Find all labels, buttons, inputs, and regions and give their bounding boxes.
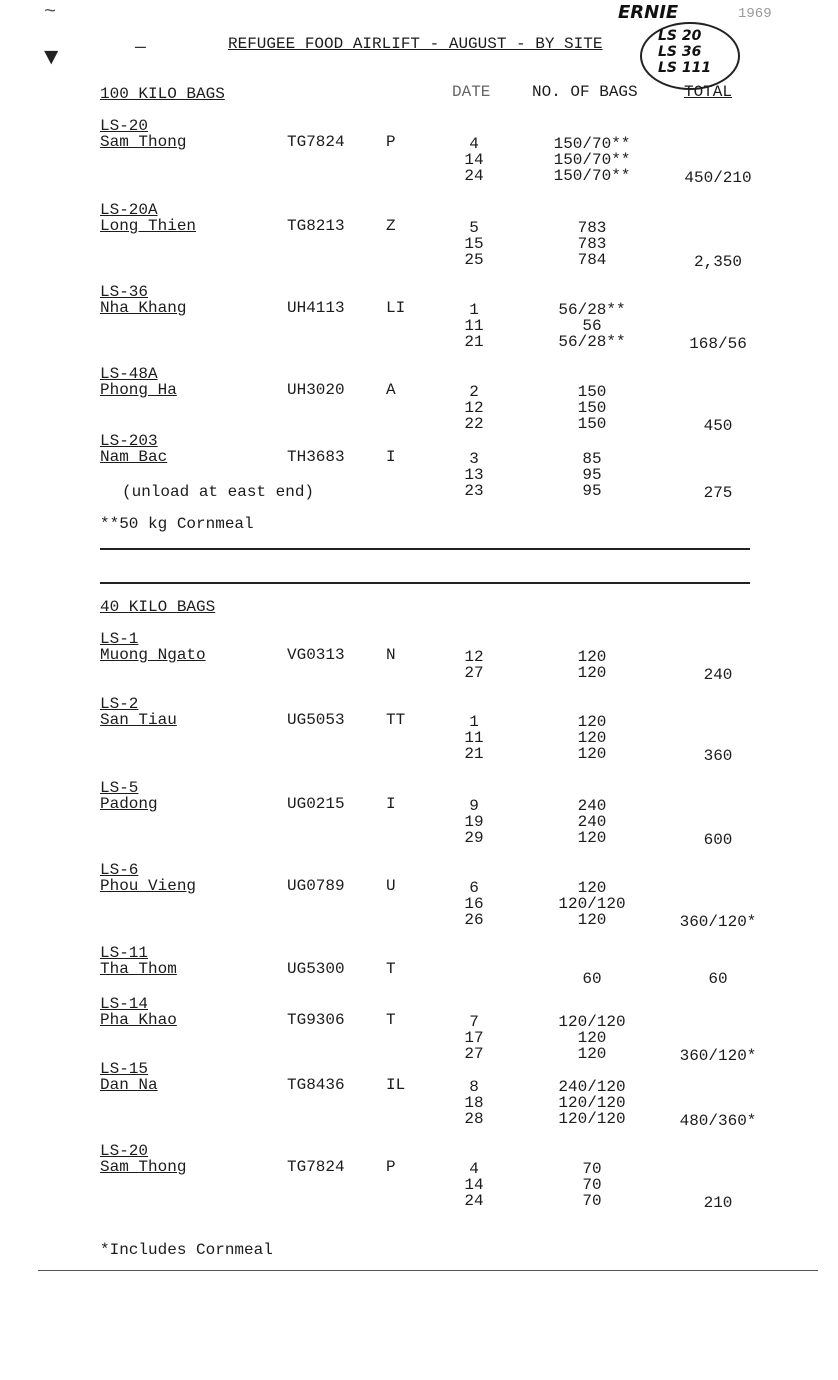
- bag-count: 56/28**: [558, 333, 626, 351]
- delivery-date: 23: [464, 482, 484, 500]
- delivery-date: 19: [464, 813, 484, 831]
- scan-dash-mark: —: [135, 38, 146, 58]
- site-name: San Tiau: [100, 711, 177, 729]
- delivery-date: 27: [464, 664, 484, 682]
- site-total: 450: [703, 417, 733, 435]
- section100-heading: 100 KILO BAGS: [100, 85, 225, 103]
- grid-ref: UG0789: [287, 877, 345, 895]
- delivery-date: 18: [464, 1094, 484, 1112]
- site-name: Nam Bac: [100, 448, 168, 466]
- delivery-date: 11: [464, 729, 484, 747]
- bag-count: 120: [577, 829, 607, 847]
- site-total: 240: [703, 666, 733, 684]
- grid-ref: UG5053: [287, 711, 345, 729]
- delivery-date: 1: [469, 301, 479, 319]
- grid-ref: TG7824: [287, 133, 345, 151]
- bag-count: 70: [582, 1192, 602, 1210]
- site-code: LS-20: [100, 117, 149, 135]
- site-total: 360/120*: [679, 1047, 757, 1065]
- delivery-date: 2: [469, 383, 479, 401]
- site-letter: T: [386, 1011, 396, 1029]
- delivery-date: 3: [469, 450, 479, 468]
- site-total: 275: [703, 484, 733, 502]
- site-name: Long Thien: [100, 217, 197, 235]
- bag-count: 56: [582, 317, 602, 335]
- site-name: Sam Thong: [100, 133, 187, 151]
- bag-count: 240: [577, 797, 607, 815]
- bag-count: 120: [577, 729, 607, 747]
- delivery-date: 26: [464, 911, 484, 929]
- grid-ref: UH3020: [287, 381, 345, 399]
- handwritten-site: LS 111: [658, 60, 712, 76]
- bag-count: 70: [582, 1176, 602, 1194]
- site-total: 480/360*: [679, 1112, 757, 1130]
- site-letter: P: [386, 1158, 396, 1176]
- delivery-date: 8: [469, 1078, 479, 1096]
- site-name: Nha Khang: [100, 299, 187, 317]
- handwritten-site: LS 36: [658, 44, 702, 60]
- handwritten-sites: [640, 22, 740, 90]
- handwritten-year: 1969: [738, 6, 772, 22]
- bag-count: 150: [577, 383, 607, 401]
- delivery-date: 16: [464, 895, 484, 913]
- delivery-date: 17: [464, 1029, 484, 1047]
- scan-mark-top-left: ~: [44, 1, 57, 24]
- page-bottom-rule: [38, 1270, 818, 1271]
- delivery-date: 24: [464, 167, 484, 185]
- site-total: 2,350: [693, 253, 742, 271]
- section40-heading: 40 KILO BAGS: [100, 598, 216, 616]
- bag-count: 784: [577, 251, 607, 269]
- bag-count: 150: [577, 415, 607, 433]
- delivery-date: 1: [469, 713, 479, 731]
- site-letter: U: [386, 877, 396, 895]
- site-code: LS-14: [100, 995, 149, 1013]
- site-name: Phou Vieng: [100, 877, 197, 895]
- site-name: Pha Khao: [100, 1011, 177, 1029]
- handwritten-name: ERNIE: [618, 2, 679, 23]
- site-name: Tha Thom: [100, 960, 177, 978]
- site-letter: Z: [386, 217, 396, 235]
- handwritten-site: LS 20: [658, 28, 702, 44]
- site-letter: T: [386, 960, 396, 978]
- site-letter: I: [386, 448, 396, 466]
- site-letter: TT: [386, 711, 406, 729]
- bag-count: 120/120: [558, 1110, 626, 1128]
- bag-count: 95: [582, 466, 602, 484]
- divider-bottom: [100, 582, 750, 584]
- bag-count: 120: [577, 648, 607, 666]
- bag-count: 150/70**: [553, 151, 631, 169]
- delivery-date: 13: [464, 466, 484, 484]
- site-total: 168/56: [689, 335, 747, 353]
- delivery-date: 27: [464, 1045, 484, 1063]
- bag-count: 60: [582, 970, 602, 988]
- bag-count: 150/70**: [553, 135, 631, 153]
- bag-count: 70: [582, 1160, 602, 1178]
- bag-count: 120/120: [558, 895, 626, 913]
- delivery-date: 12: [464, 648, 484, 666]
- bag-count: 120: [577, 1029, 607, 1047]
- site-code: LS-11: [100, 944, 149, 962]
- bag-count: 240: [577, 813, 607, 831]
- site-name: Muong Ngato: [100, 646, 206, 664]
- site-total: 60: [708, 970, 728, 988]
- site-code: LS-6: [100, 861, 139, 879]
- site-letter: A: [386, 381, 396, 399]
- site-letter: P: [386, 133, 396, 151]
- bag-count: 120/120: [558, 1094, 626, 1112]
- grid-ref: VG0313: [287, 646, 345, 664]
- site-code: LS-203: [100, 432, 158, 450]
- site-code: LS-36: [100, 283, 149, 301]
- site-letter: IL: [386, 1076, 406, 1094]
- bag-count: 95: [582, 482, 602, 500]
- site-letter: LI: [386, 299, 406, 317]
- site-name: Dan Na: [100, 1076, 158, 1094]
- bag-count: 783: [577, 235, 607, 253]
- delivery-date: 21: [464, 745, 484, 763]
- site-code: LS-48A: [100, 365, 158, 383]
- bag-count: 120: [577, 1045, 607, 1063]
- bag-count: 240/120: [558, 1078, 626, 1096]
- delivery-date: 5: [469, 219, 479, 237]
- site-total: 210: [703, 1194, 733, 1212]
- site-total: 360: [703, 747, 733, 765]
- grid-ref: UG0215: [287, 795, 345, 813]
- scan-mark-hole: ▼: [44, 45, 59, 72]
- delivery-date: 22: [464, 415, 484, 433]
- bag-count: 783: [577, 219, 607, 237]
- delivery-date: 21: [464, 333, 484, 351]
- site-code: LS-20A: [100, 201, 158, 219]
- delivery-date: 24: [464, 1192, 484, 1210]
- site-letter: N: [386, 646, 396, 664]
- site-code: LS-15: [100, 1060, 149, 1078]
- grid-ref: TG8436: [287, 1076, 345, 1094]
- bag-count: 85: [582, 450, 602, 468]
- site-note: (unload at east end): [122, 483, 315, 501]
- delivery-date: 12: [464, 399, 484, 417]
- site-code: LS-5: [100, 779, 139, 797]
- grid-ref: TG7824: [287, 1158, 345, 1176]
- grid-ref: TH3683: [287, 448, 345, 466]
- bag-count: 150: [577, 399, 607, 417]
- col-bags-header: NO. OF BAGS: [532, 83, 638, 101]
- delivery-date: 9: [469, 797, 479, 815]
- delivery-date: 28: [464, 1110, 484, 1128]
- site-total: 360/120*: [679, 913, 757, 931]
- bag-count: 150/70**: [553, 167, 631, 185]
- col-date-header: DATE: [452, 83, 491, 101]
- delivery-date: 11: [464, 317, 484, 335]
- site-name: Sam Thong: [100, 1158, 187, 1176]
- document-title: REFUGEE FOOD AIRLIFT - AUGUST - BY SITE: [228, 35, 603, 53]
- delivery-date: 14: [464, 1176, 484, 1194]
- bag-count: 120: [577, 911, 607, 929]
- section40-footnote: *Includes Cornmeal: [100, 1241, 273, 1259]
- delivery-date: 7: [469, 1013, 479, 1031]
- delivery-date: 15: [464, 235, 484, 253]
- bag-count: 120: [577, 745, 607, 763]
- grid-ref: TG9306: [287, 1011, 345, 1029]
- delivery-date: 29: [464, 829, 484, 847]
- site-total: 450/210: [684, 169, 752, 187]
- delivery-date: 14: [464, 151, 484, 169]
- delivery-date: 4: [469, 1160, 479, 1178]
- bag-count: 120/120: [558, 1013, 626, 1031]
- site-name: Phong Ha: [100, 381, 177, 399]
- delivery-date: 4: [469, 135, 479, 153]
- col-total-header: TOTAL: [684, 83, 733, 101]
- grid-ref: UH4113: [287, 299, 345, 317]
- bag-count: 56/28**: [558, 301, 626, 319]
- grid-ref: TG8213: [287, 217, 345, 235]
- section100-footnote: **50 kg Cornmeal: [100, 515, 254, 533]
- site-letter: I: [386, 795, 396, 813]
- site-code: LS-20: [100, 1142, 149, 1160]
- grid-ref: UG5300: [287, 960, 345, 978]
- site-name: Padong: [100, 795, 158, 813]
- delivery-date: 25: [464, 251, 484, 269]
- divider-top: [100, 548, 750, 550]
- delivery-date: 6: [469, 879, 479, 897]
- bag-count: 120: [577, 879, 607, 897]
- bag-count: 120: [577, 664, 607, 682]
- bag-count: 120: [577, 713, 607, 731]
- site-code: LS-1: [100, 630, 139, 648]
- site-total: 600: [703, 831, 733, 849]
- site-code: LS-2: [100, 695, 139, 713]
